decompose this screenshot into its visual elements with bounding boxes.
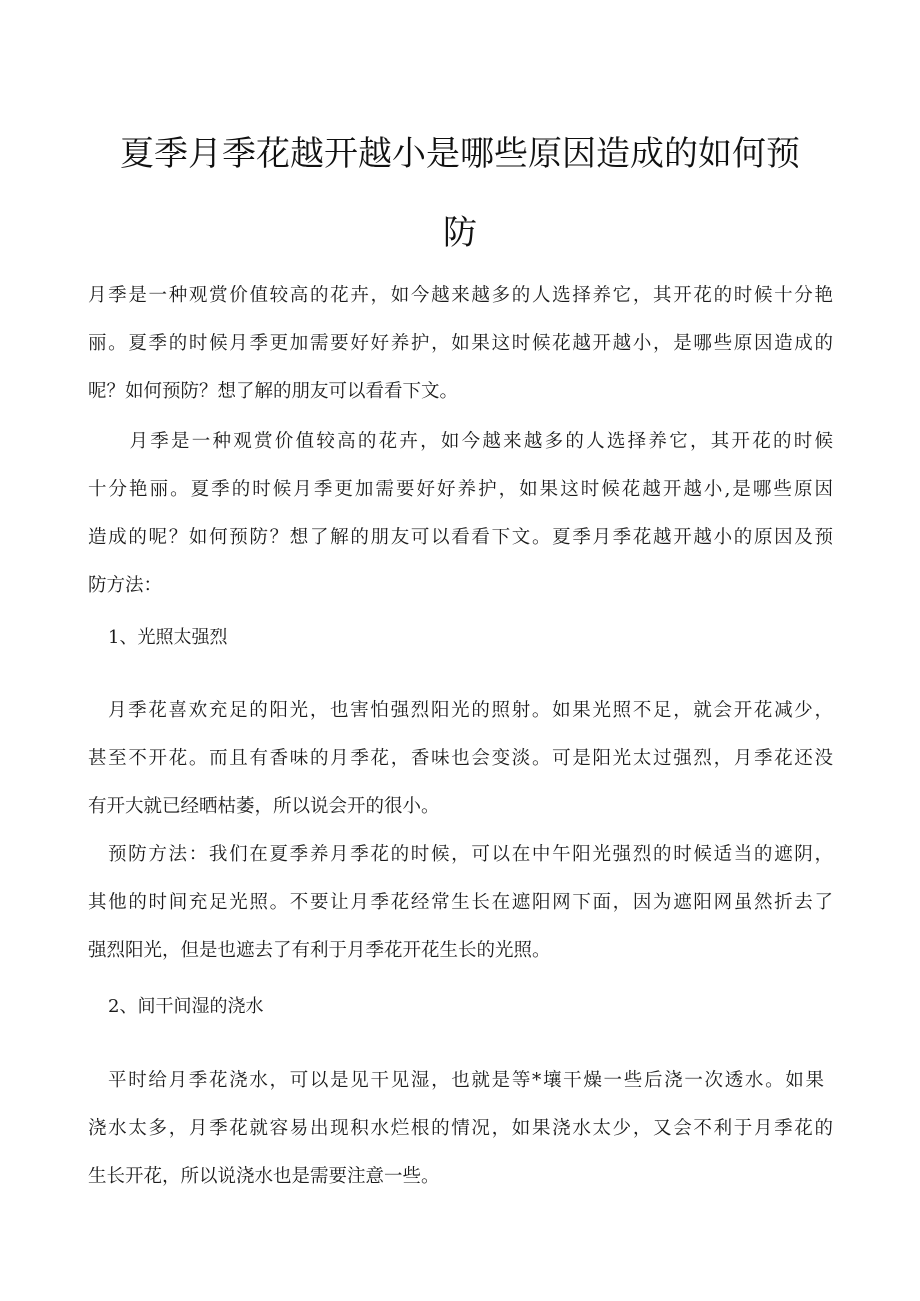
page-title-line-2: 防 <box>443 213 477 253</box>
section1-p2-line-1: 预防方法：我们在夏季养月季花的时候，可以在中午阳光强烈的时候适当的遮阴， <box>108 844 833 865</box>
section1-p2-line-2: 其他的时间充足光照。不要让月季花经常生长在遮阳网下面，因为遮阳网虽然折去了 <box>88 892 833 913</box>
intro-line-1: 月季是一种观赏价值较高的花卉，如今越来越多的人选择养它，其开花的时候十分艳 <box>88 285 833 306</box>
section1-p1-line-2: 甚至不开花。而且有香味的月季花，香味也会变淡。可是阳光太过强烈，月季花还没 <box>88 748 833 769</box>
section2-p1-line-3: 生长开花，所以说浇水也是需要注意一些。 <box>88 1166 440 1187</box>
para2-line-4: 防方法： <box>88 575 163 596</box>
para2-line-3: 造成的呢？如何预防？想了解的朋友可以看看下文。夏季月季花越开越小的原因及预 <box>88 527 833 548</box>
section1-p1-line-1: 月季花喜欢充足的阳光，也害怕强烈阳光的照射。如果光照不足，就会开花减少， <box>108 700 833 721</box>
intro-line-3: 呢？如何预防？想了解的朋友可以看看下文。 <box>88 381 459 402</box>
section1-p1-line-3: 有开大就已经晒枯萎，所以说会开的很小。 <box>88 796 440 817</box>
section2-p1-line-1: 平时给月季花浇水，可以是见干见湿，也就是等*壤干燥一些后浇一次透水。如果 <box>108 1070 824 1091</box>
section1-heading: 1、光照太强烈 <box>108 627 228 648</box>
section1-p2-line-3: 强烈阳光，但是也遮去了有利于月季花开花生长的光照。 <box>88 940 551 961</box>
para2-line-2: 十分艳丽。夏季的时候月季更加需要好好养护，如果这时候花越开越小,是哪些原因 <box>88 479 833 500</box>
section2-heading: 2、间干间湿的浇水 <box>108 996 264 1017</box>
para2-line-1: 月季是一种观赏价值较高的花卉，如今越来越多的人选择养它，其开花的时候 <box>88 431 833 452</box>
intro-line-2: 丽。夏季的时候月季更加需要好好养护，如果这时候花越开越小，是哪些原因造成的 <box>88 333 833 354</box>
page-title-line-1: 夏季月季花越开越小是哪些原因造成的如何预 <box>120 134 800 174</box>
section2-p1-line-2: 浇水太多，月季花就容易出现积水烂根的情况，如果浇水太少，又会不利于月季花的 <box>88 1118 833 1139</box>
